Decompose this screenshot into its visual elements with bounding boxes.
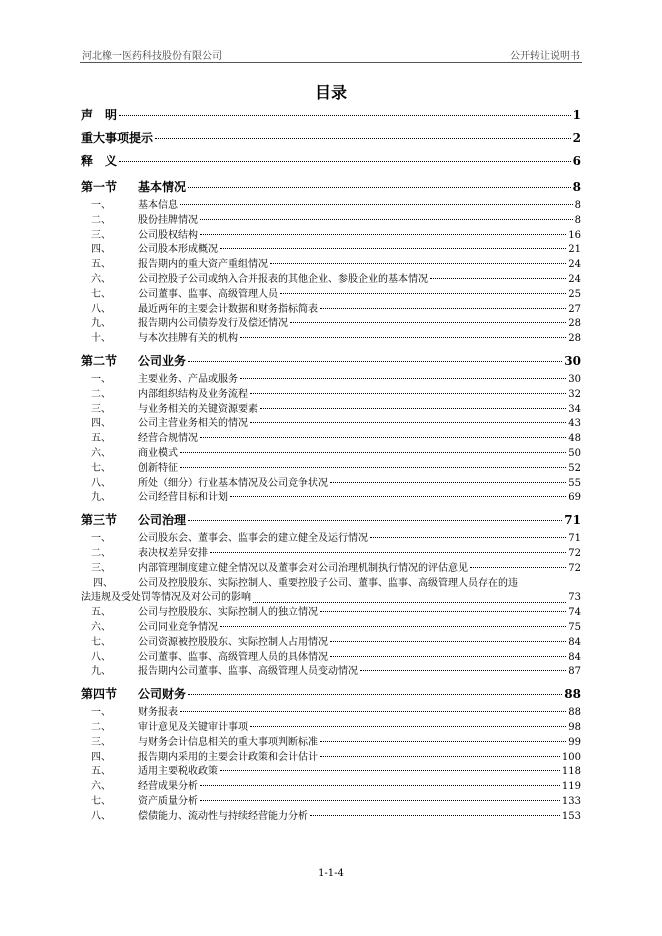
toc-section-entry[interactable]	[81, 104, 581, 127]
page-ref: 25	[568, 288, 581, 300]
dot-leader	[320, 741, 566, 742]
item-number: 八、	[91, 303, 111, 315]
toc-item-entry[interactable]	[81, 258, 581, 273]
chapter-number: 第一节	[81, 180, 118, 194]
item-number: 二、	[91, 214, 111, 226]
item-number: 七、	[91, 636, 111, 648]
toc-item-entry[interactable]	[81, 706, 581, 721]
item-title: 适用主要税收政策	[138, 766, 218, 778]
toc-section-entry[interactable]	[81, 509, 581, 532]
toc-item-entry[interactable]	[81, 751, 581, 766]
item-title: 主要业务、产品或服务	[138, 373, 238, 385]
page-ref: 71	[564, 513, 581, 528]
toc-section-entry[interactable]	[81, 127, 581, 150]
dot-leader	[180, 204, 573, 205]
dot-leader	[188, 694, 562, 695]
dot-leader	[200, 437, 566, 438]
toc-item-entry[interactable]	[81, 403, 581, 418]
item-title: 偿债能力、流动性与持续经营能力分析	[138, 810, 308, 822]
page-number: 1-1-4	[318, 868, 344, 879]
item-number: 二、	[91, 388, 111, 400]
item-number: 四、	[91, 418, 111, 430]
item-number: 五、	[91, 607, 111, 619]
dot-leader	[250, 726, 566, 727]
item-number: 三、	[91, 736, 111, 748]
item-title: 公司及控股股东、实际控制人、重要控股子公司、董事、监事、高级管理人员存在的违	[138, 577, 518, 589]
item-title: 公司同业竞争情况	[138, 621, 218, 633]
item-title: 内部组织结构及业务流程	[138, 388, 248, 400]
dot-leader	[270, 263, 566, 264]
dot-leader	[200, 785, 560, 786]
toc-section-entry[interactable]	[81, 350, 581, 373]
item-number: 一、	[91, 200, 111, 211]
item-title: 股份挂牌情况	[138, 214, 198, 226]
item-title: 报告期内公司债券发行及偿还情况	[138, 318, 288, 330]
toc-title: 目录	[314, 83, 347, 102]
page-ref: 16	[568, 229, 581, 241]
dot-leader	[330, 656, 566, 657]
item-number: 一、	[91, 373, 111, 385]
page-ref: 98	[568, 721, 581, 733]
dot-leader	[330, 641, 566, 642]
item-title: 内部管理制度建立健全情况以及董事会对公司治理机制执行情况的评估意见	[138, 562, 468, 574]
toc-item-entry[interactable]	[81, 317, 581, 332]
item-number: 四、	[91, 751, 111, 763]
page-ref: 72	[568, 562, 581, 574]
dot-leader	[290, 322, 566, 323]
item-title: 公司股东会、董事会、监事会的建立健全及运行情况	[138, 533, 368, 545]
dot-leader	[310, 815, 560, 816]
toc-item-entry[interactable]	[81, 288, 581, 303]
dot-leader	[240, 337, 566, 338]
dot-leader	[180, 467, 566, 468]
item-number: 二、	[91, 721, 111, 733]
page-ref: 34	[568, 403, 581, 415]
item-title: 报告期内的重大资产重组情况	[138, 259, 268, 271]
page-ref: 69	[568, 492, 581, 504]
item-title: 经营合规情况	[138, 433, 198, 445]
page-ref: 84	[568, 651, 581, 663]
page-ref: 30	[568, 373, 581, 385]
chapter-number: 第三节	[81, 513, 118, 528]
item-title: 与本次挂牌有关的机构	[138, 333, 238, 345]
item-title: 公司董事、监事、高级管理人员的具体情况	[138, 651, 328, 663]
dot-leader	[200, 800, 560, 801]
page-ref: 8	[572, 180, 581, 194]
page-ref: 71	[568, 533, 581, 545]
page-ref: 48	[568, 433, 581, 445]
page-ref: 88	[564, 687, 581, 702]
item-title: 公司与控股股东、实际控制人的独立情况	[138, 607, 318, 619]
item-title-continued: 法违规及受处罚等情况及对公司的影响	[81, 592, 251, 604]
item-number: 一、	[91, 707, 111, 719]
item-title: 基本信息	[138, 200, 178, 211]
dot-leader	[180, 452, 566, 453]
toc-item-entry[interactable]	[81, 214, 581, 229]
item-title: 报告期内采用的主要会计政策和会计估计	[138, 751, 318, 763]
page-ref: 75	[568, 621, 581, 633]
table-of-contents	[81, 104, 581, 824]
section-title: 释 义	[81, 154, 118, 168]
toc-item-entry[interactable]	[81, 636, 581, 651]
dot-leader	[220, 248, 566, 249]
item-number: 五、	[91, 259, 111, 271]
item-title: 公司控股子公司或纳入合并报表的其他企业、参股企业的基本情况	[138, 273, 428, 285]
toc-item-entry[interactable]	[81, 736, 581, 751]
toc-item-entry[interactable]	[81, 243, 581, 258]
toc-item-entry[interactable]	[81, 491, 581, 506]
section-title: 公司财务	[138, 687, 187, 702]
toc-item-entry[interactable]	[81, 765, 581, 780]
page-ref: 1	[572, 108, 581, 122]
page-ref: 30	[564, 353, 581, 368]
item-number: 三、	[91, 229, 111, 241]
dot-leader	[470, 567, 566, 568]
dot-leader	[220, 770, 560, 771]
page-ref: 2	[572, 131, 581, 145]
chapter-number: 第四节	[81, 687, 118, 702]
item-title: 公司资源被控股股东、实际控制人占用情况	[138, 636, 328, 648]
item-number: 八、	[91, 477, 111, 489]
section-title: 声 明	[81, 108, 118, 122]
item-title: 审计意见及关键审计事项	[138, 721, 248, 733]
chapter-number: 第二节	[81, 353, 118, 368]
page-ref: 118	[561, 766, 581, 778]
item-number: 四、	[93, 577, 113, 589]
toc-item-entry[interactable]	[81, 795, 581, 810]
dot-leader	[360, 670, 566, 671]
item-title: 与业务相关的关键资源要素	[138, 403, 258, 415]
page-ref: 99	[568, 736, 581, 748]
section-title: 公司治理	[138, 513, 187, 528]
page-ref: 55	[568, 477, 581, 489]
item-number: 三、	[91, 403, 111, 415]
item-number: 六、	[91, 447, 111, 459]
item-number: 五、	[91, 766, 111, 778]
item-number: 二、	[91, 547, 111, 559]
page-ref: 27	[568, 303, 581, 315]
item-title: 公司股权结构	[138, 229, 198, 241]
item-title: 所处（细分）行业基本情况及公司竞争状况	[138, 477, 328, 489]
item-title: 经营成果分析	[138, 781, 198, 793]
toc-section-entry[interactable]	[81, 150, 581, 173]
item-number: 八、	[91, 651, 111, 663]
toc-section-entry[interactable]	[81, 683, 581, 706]
page-ref: 28	[568, 333, 581, 345]
dot-leader	[330, 482, 566, 483]
toc-item-entry[interactable]	[81, 229, 581, 244]
item-number: 九、	[91, 492, 111, 504]
toc-item-entry[interactable]	[81, 651, 581, 666]
dot-leader	[210, 552, 566, 553]
dot-leader	[280, 293, 566, 294]
page-ref: 88	[568, 707, 581, 719]
page-ref: 8	[574, 214, 581, 226]
page-ref: 8	[574, 200, 581, 211]
company-name: 河北橡一医药科技股份有限公司	[82, 51, 222, 62]
item-number: 九、	[91, 318, 111, 330]
toc-item-entry[interactable]	[81, 562, 581, 577]
page-ref: 50	[568, 447, 581, 459]
dot-leader	[320, 308, 566, 309]
item-title: 公司经营目标和计划	[138, 492, 228, 504]
toc-item-entry[interactable]	[81, 432, 581, 447]
item-number: 六、	[91, 621, 111, 633]
toc-item-entry[interactable]	[81, 721, 581, 736]
page-ref: 6	[572, 154, 581, 168]
dot-leader	[250, 393, 566, 394]
toc-item-entry[interactable]	[81, 606, 581, 621]
item-number: 四、	[91, 244, 111, 256]
item-title: 公司董事、监事、高级管理人员	[138, 288, 278, 300]
toc-item-entry[interactable]	[81, 477, 581, 492]
item-title: 资产质量分析	[138, 795, 198, 807]
toc-item-entry[interactable]	[81, 388, 581, 403]
page-ref: 153	[561, 810, 581, 822]
page-ref: 84	[568, 636, 581, 648]
dot-leader	[188, 187, 571, 188]
dot-leader	[260, 408, 566, 409]
toc-item-entry[interactable]	[81, 547, 581, 562]
item-title: 报告期内公司董事、监事、高级管理人员变动情况	[138, 666, 358, 678]
item-title: 与财务会计信息相关的重大事项判断标准	[138, 736, 318, 748]
page-ref: 28	[568, 318, 581, 330]
dot-leader	[119, 161, 571, 162]
toc-item-entry[interactable]	[81, 373, 581, 388]
page-ref: 21	[568, 244, 581, 256]
page-ref: 43	[568, 418, 581, 430]
page-ref: 73	[568, 592, 581, 604]
dot-leader	[220, 626, 566, 627]
item-number: 八、	[91, 810, 111, 822]
toc-item-entry[interactable]	[81, 303, 581, 318]
dot-leader	[200, 234, 566, 235]
dot-leader	[188, 361, 562, 362]
item-number: 九、	[91, 666, 111, 678]
item-number: 七、	[91, 288, 111, 300]
page-ref: 24	[568, 273, 581, 285]
toc-item-entry[interactable]	[81, 199, 581, 214]
item-number: 十、	[91, 333, 111, 345]
dot-leader	[370, 537, 566, 538]
page-ref: 119	[561, 781, 581, 793]
dot-leader	[188, 520, 562, 521]
item-title: 最近两年的主要会计数据和财务指标简表	[138, 303, 318, 315]
page-ref: 100	[561, 751, 581, 763]
toc-item-entry[interactable]	[81, 577, 581, 607]
toc-item-entry[interactable]	[81, 780, 581, 795]
section-title: 基本情况	[138, 180, 187, 194]
item-number: 三、	[91, 562, 111, 574]
item-title: 公司股本形成概况	[138, 244, 218, 256]
toc-item-entry[interactable]	[81, 462, 581, 477]
item-number: 七、	[91, 795, 111, 807]
item-number: 七、	[91, 462, 111, 474]
page-ref: 24	[568, 259, 581, 271]
section-title: 重大事项提示	[81, 131, 154, 145]
item-number: 一、	[91, 533, 111, 545]
dot-leader	[240, 378, 566, 379]
section-title: 公司业务	[138, 353, 187, 368]
page-ref: 74	[568, 607, 581, 619]
toc-item-entry[interactable]	[81, 417, 581, 432]
page-header	[80, 44, 582, 63]
toc-item-entry[interactable]	[81, 532, 581, 547]
dot-leader	[119, 115, 571, 116]
page-ref: 133	[561, 795, 581, 807]
toc-item-entry[interactable]	[81, 332, 581, 347]
dot-leader	[430, 278, 566, 279]
dot-leader	[155, 138, 571, 139]
item-title: 商业模式	[138, 447, 178, 459]
dot-leader	[200, 219, 573, 220]
item-title: 创新特征	[138, 462, 178, 474]
item-number: 六、	[91, 781, 111, 793]
page-ref: 87	[568, 666, 581, 678]
toc-item-entry[interactable]	[81, 447, 581, 462]
dot-leader	[180, 711, 566, 712]
toc-item-entry[interactable]	[81, 665, 581, 680]
item-number: 五、	[91, 433, 111, 445]
dot-leader	[253, 588, 566, 603]
page-ref: 72	[568, 547, 581, 559]
dot-leader	[230, 496, 566, 497]
item-title: 财务报表	[138, 707, 178, 719]
dot-leader	[320, 756, 560, 757]
toc-item-entry[interactable]	[81, 621, 581, 636]
toc-item-entry[interactable]	[81, 273, 581, 288]
dot-leader	[320, 611, 566, 612]
item-title: 表决权差异安排	[138, 547, 208, 559]
page-ref: 52	[568, 462, 581, 474]
item-title: 公司主营业务相关的情况	[138, 418, 248, 430]
page-ref: 32	[568, 388, 581, 400]
item-number: 六、	[91, 273, 111, 285]
toc-item-entry[interactable]	[81, 810, 581, 825]
document-type: 公开转让说明书	[510, 51, 580, 62]
toc-section-entry[interactable]	[81, 176, 581, 199]
dot-leader	[250, 422, 566, 423]
